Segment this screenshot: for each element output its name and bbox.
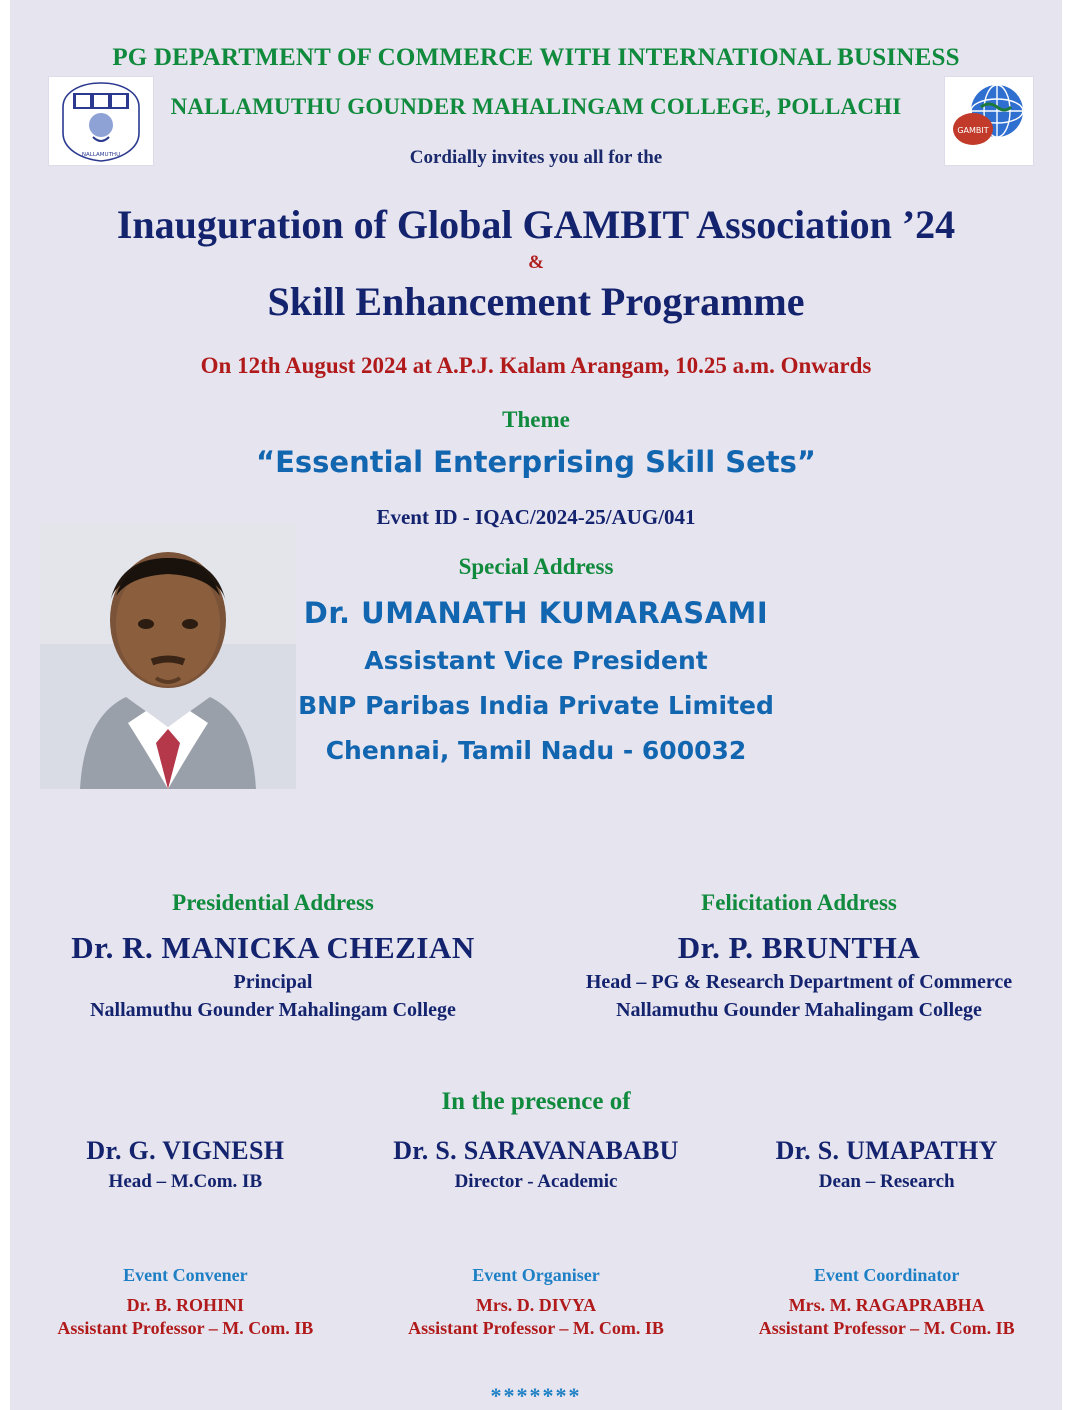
presence-row <box>10 1136 1062 1193</box>
footer-stars: ******* <box>490 1383 582 1408</box>
ampersand: & <box>528 252 544 273</box>
speaker-organisation: BNP Paribas India Private Limited <box>298 691 774 720</box>
event-coordinator-role: Event Coordinator <box>813 1265 960 1285</box>
theme-label: Theme <box>502 407 570 432</box>
speaker-portrait-photo <box>40 524 296 789</box>
felicitation-address-label: Felicitation Address <box>701 890 897 915</box>
event-convener-name: Dr. B. ROHINI <box>126 1295 245 1315</box>
special-address-block <box>10 596 1062 826</box>
event-convener-role: Event Convener <box>123 1265 248 1285</box>
special-address-label: Special Address <box>458 554 614 579</box>
presidential-address-block <box>10 890 536 1022</box>
presence-person-2-name: Dr. S. SARAVANABABU <box>393 1136 679 1165</box>
felicitation-address-designation: Head – PG & Research Department of Commerce <box>585 971 1013 993</box>
in-the-presence-of-label: In the presence of <box>441 1088 631 1115</box>
presence-person-3-designation: Dean – Research <box>818 1171 955 1192</box>
felicitation-address-name: Dr. P. BRUNTHA <box>677 930 921 965</box>
presidential-address-institution: Nallamuthu Gounder Mahalingam College <box>90 999 456 1021</box>
cordially-invites-text: Cordially invites you all for the <box>409 147 663 168</box>
event-organiser-block <box>361 1265 712 1339</box>
event-organiser-role: Event Organiser <box>472 1265 600 1285</box>
svg-text:NALLAMUTHU: NALLAMUTHU <box>81 152 121 158</box>
event-convener-designation: Assistant Professor – M. Com. IB <box>57 1318 314 1338</box>
event-coordinator-name: Mrs. M. RAGAPRABHA <box>788 1295 985 1315</box>
felicitation-address-block <box>536 890 1062 1022</box>
presence-person-1-name: Dr. G. VIGNESH <box>86 1136 285 1165</box>
presence-person-2 <box>361 1136 712 1193</box>
event-coordinator-block <box>711 1265 1062 1339</box>
presidential-address-name: Dr. R. MANICKA CHEZIAN <box>71 930 475 965</box>
presidential-address-designation: Principal <box>233 971 313 993</box>
felicitation-address-institution: Nallamuthu Gounder Mahalingam College <box>616 999 982 1021</box>
gambit-globe-logo <box>944 76 1034 166</box>
event-title-line-2: Skill Enhancement Programme <box>267 279 805 324</box>
theme-text: “Essential Enterprising Skill Sets” <box>256 445 816 479</box>
event-coordinator-designation: Assistant Professor – M. Com. IB <box>758 1318 1015 1338</box>
addresses-row <box>10 890 1062 1022</box>
speaker-role: Assistant Vice President <box>364 646 708 675</box>
presence-person-1 <box>10 1136 361 1193</box>
event-convener-block <box>10 1265 361 1339</box>
presence-person-3 <box>711 1136 1062 1193</box>
invitation-content <box>10 0 1062 1410</box>
presence-person-1-designation: Head – M.Com. IB <box>108 1171 263 1192</box>
event-datetime-venue: On 12th August 2024 at A.P.J. Kalam Arangam, 10.25 a.m. Onwards <box>200 353 872 378</box>
presidential-address-label: Presidential Address <box>172 890 374 915</box>
event-title-line-1: Inauguration of Global GAMBIT Association ’24 <box>116 202 956 247</box>
ngm-college-crest-logo <box>48 76 154 166</box>
svg-text:GAMBIT: GAMBIT <box>957 126 989 135</box>
presence-person-2-designation: Director - Academic <box>454 1171 618 1192</box>
speaker-place: Chennai, Tamil Nadu - 600032 <box>325 736 747 765</box>
presence-person-3-name: Dr. S. UMAPATHY <box>775 1136 998 1165</box>
event-organiser-name: Mrs. D. DIVYA <box>475 1295 597 1315</box>
event-organiser-designation: Assistant Professor – M. Com. IB <box>408 1318 664 1338</box>
department-title: PG DEPARTMENT OF COMMERCE WITH INTERNATIONAL BUSINESS <box>112 44 960 71</box>
organisers-row <box>10 1265 1062 1339</box>
college-title: NALLAMUTHU GOUNDER MAHALINGAM COLLEGE, POLLACHI <box>170 94 902 119</box>
event-id: Event ID - IQAC/2024-25/AUG/041 <box>376 505 696 529</box>
speaker-name: Dr. UMANATH KUMARASAMI <box>303 596 769 630</box>
